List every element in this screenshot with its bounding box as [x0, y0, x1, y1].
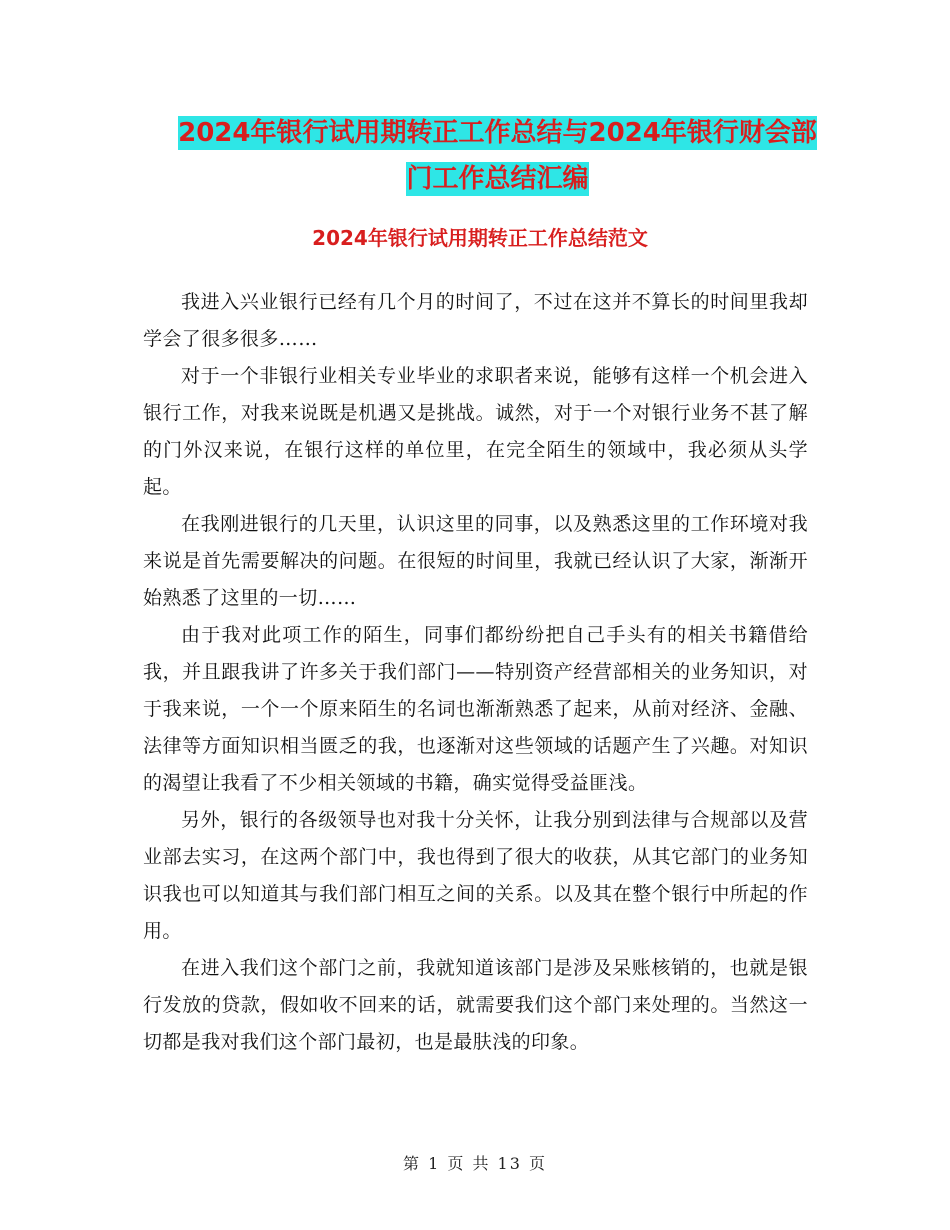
document-title	[100, 110, 895, 202]
document-title-line-2: 门工作总结汇编	[406, 164, 589, 194]
body-text	[143, 284, 808, 1061]
section-title: 2024年银行试用期转正工作总结范文	[312, 226, 648, 250]
paragraph: 我进入兴业银行已经有几个月的时间了，不过在这并不算长的时间里我却学会了很多很多……	[143, 291, 808, 350]
paragraph: 对于一个非银行业相关专业毕业的求职者来说，能够有这样一个机会进入银行工作，对我来说既是机遇又是挑战。诚然，对于一个对银行业务不甚了解的门外汉来说，在银行这样的单位里，在完全陌生的领域中，我必须从头学起。	[143, 365, 808, 498]
paragraph: 另外，银行的各级领导也对我十分关怀，让我分别到法律与合规部以及营业部去实习，在这两个部门中，我也得到了很大的收获，从其它部门的业务知识我也可以知道其与我们部门相互之间的关系。以及其在整个银行中所起的作用。	[143, 809, 808, 942]
paragraph: 在我刚进银行的几天里，认识这里的同事，以及熟悉这里的工作环境对我来说是首先需要解决的问题。在很短的时间里，我就已经认识了大家，渐渐开始熟悉了这里的一切……	[143, 513, 808, 609]
page-footer: 第 1 页 共 13 页	[403, 1154, 547, 1173]
paragraph: 由于我对此项工作的陌生，同事们都纷纷把自己手头有的相关书籍借给我，并且跟我讲了许多关于我们部门——特别资产经营部相关的业务知识，对于我来说，一个一个原来陌生的名词也渐渐熟悉了起来，从前对经济、金融、法律等方面知识相当匮乏的我，也逐渐对这些领域的话题产生了兴趣。对知识的渴望让我看了不少相关领域的书籍，确实觉得受益匪浅。	[143, 624, 808, 794]
document-title-line-1: 2024年银行试用期转正工作总结与2024年银行财会部	[178, 118, 817, 148]
paragraph: 在进入我们这个部门之前，我就知道该部门是涉及呆账核销的，也就是银行发放的贷款，假如收不回来的话，就需要我们这个部门来处理的。当然这一切都是我对我们这个部门最初，也是最肤浅的印象。	[143, 957, 808, 1053]
